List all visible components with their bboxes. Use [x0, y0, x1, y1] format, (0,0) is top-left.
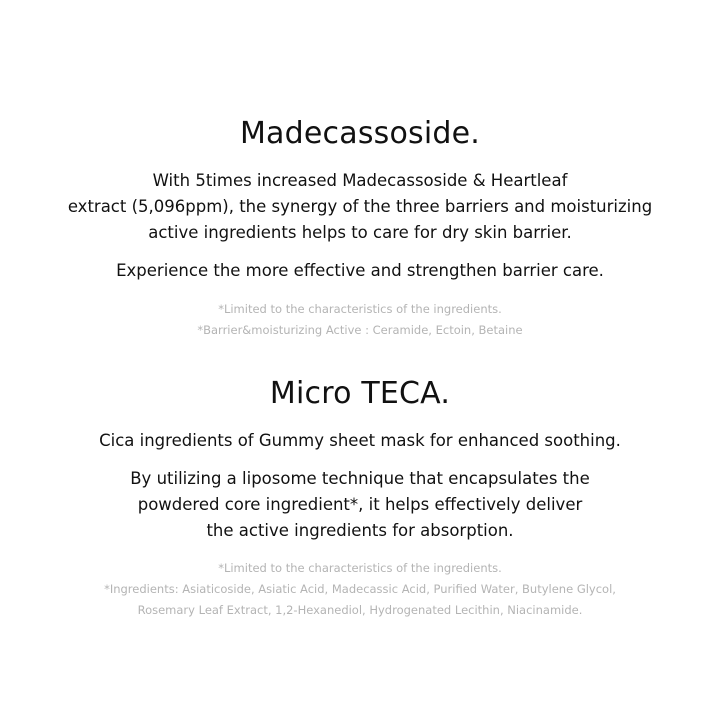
micro-teca-summary [0, 428, 720, 454]
section-heading-madecassoside: Madecassoside. [239, 116, 481, 151]
text-line: powdered core ingredient*, it helps effectively deliver [137, 495, 583, 514]
footnote: *Barrier&moisturizing Active : Ceramide, Ectoin, Betaine [197, 323, 523, 337]
text-line: Cica ingredients of Gummy sheet mask for enhanced soothing. [99, 431, 621, 450]
footnote: *Ingredients: Asiaticoside, Asiatic Acid, Madecassic Acid, Purified Water, Butylene Glycol, [104, 582, 616, 596]
madecassoside-section [0, 114, 720, 341]
micro-teca-description [0, 466, 720, 544]
text-line: Experience the more effective and strengthen barrier care. [116, 261, 604, 280]
text-line: the active ingredients for absorption. [206, 521, 514, 540]
section-heading-micro-teca: Micro TECA. [269, 376, 451, 411]
footnote: *Limited to the characteristics of the ingredients. [218, 561, 502, 575]
micro-teca-section [0, 374, 720, 621]
text-line: active ingredients helps to care for dry skin barrier. [148, 223, 572, 242]
micro-teca-footnotes [0, 558, 720, 621]
text-line: By utilizing a liposome technique that encapsulates the [130, 469, 590, 488]
madecassoside-description [0, 168, 720, 246]
madecassoside-tagline [0, 258, 720, 284]
madecassoside-footnotes [0, 299, 720, 341]
footnote: *Limited to the characteristics of the ingredients. [218, 302, 502, 316]
text-line: With 5times increased Madecassoside & Heartleaf [152, 171, 568, 190]
footnote: Rosemary Leaf Extract, 1,2-Hexanediol, Hydrogenated Lecithin, Niacinamide. [137, 603, 583, 617]
text-line: extract (5,096ppm), the synergy of the three barriers and moisturizing [67, 197, 653, 216]
